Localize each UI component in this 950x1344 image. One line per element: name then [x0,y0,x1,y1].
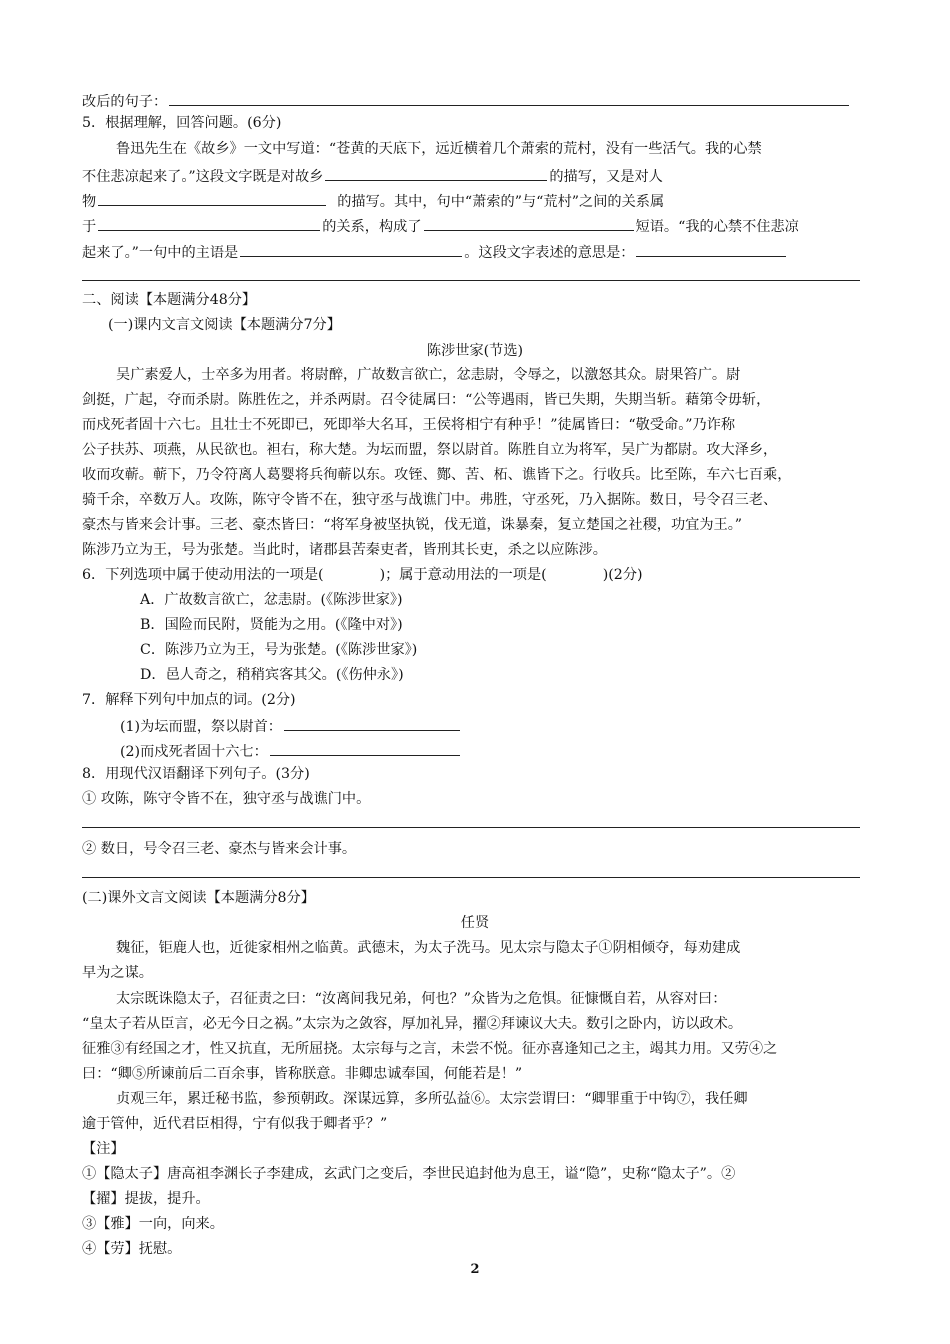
passage1-line: 豪杰与皆来会计事。三老、豪杰皆曰：“将军身被坚执锐，伐无道，诛暴秦，复立楚国之社稷，功宜为王。” [82,517,743,533]
q5-line3: 物 的描写。其中，句中“萧索的”与“荒村”之间的关系属 [82,189,664,212]
answer-blank[interactable] [325,164,547,181]
q6-option-a: A．广故数言欲亡，忿恚尉。(《陈涉世家》) [140,592,403,608]
passage1-line: 而戍死者固十六七。且壮士不死即已，死即举大名耳，王侯将相宁有种乎！”徒属皆曰：“敬受命。”乃诈称 [82,417,736,433]
q5-title: 5．根据理解，回答问题。(6分) [82,115,282,131]
note-item: ④【劳】抚慰。 [82,1241,182,1257]
q8-title: 8．用现代汉语翻译下列句子。(3分) [82,766,310,782]
answer-blank[interactable] [284,714,460,731]
answer-blank[interactable] [98,214,320,231]
passage1-title: 陈涉世家(节选) [426,343,524,359]
page-number: 2 [470,1262,480,1277]
part1-title: (一)课内文言文阅读【本题满分7分】 [108,317,341,333]
notes-title: 【注】 [82,1141,125,1157]
passage1-line: 骑千余，卒数万人。攻陈，陈守令皆不在，独守丞与战谯门中。弗胜，守丞死，乃入据陈。数日，号令召三老、 [82,492,778,508]
passage1-line: 吴广素爱人，士卒多为用者。将尉醉，广故数言欲亡，忿恚尉，令辱之，以激怒其众。尉果笞广。尉 [116,367,741,383]
passage2-title: 任贤 [460,915,490,931]
note-item: ①【隐太子】唐高祖李渊长子李建成，玄武门之变后，李世民追封他为息王，谥“隐”，史称“隐太子”。② [82,1166,736,1182]
q8-item2: ② 数日，号令召三老、豪杰与皆来会计事。 [82,841,357,857]
answer-blank[interactable] [98,189,326,206]
answer-blank[interactable] [240,240,462,257]
answer-blank[interactable] [424,214,634,231]
passage1-line: 剑挺，广起，夺而杀尉。陈胜佐之，并杀两尉。召令徒属曰：“公等遇雨，皆已失期，失期当斩。藉第令毋斩， [82,392,771,408]
passage2-line: 逾于管仲，近代君臣相得，宁有似我于卿者乎？” [82,1116,388,1132]
answer-line[interactable] [82,280,860,281]
part2-title: (二)课外文言文阅读【本题满分8分】 [82,890,315,906]
passage2-line: 曰：“卿⑤所谏前后二百余事，皆称朕意。非卿忠诚奉国，何能若是！” [82,1066,523,1082]
q5-line2: 不住悲凉起来了。”这段文字既是对故乡 的描写，又是对人 [82,164,663,187]
q6-option-c: C．陈涉乃立为王，号为张楚。(《陈涉世家》) [140,642,418,658]
passage1-line: 陈涉乃立为王，号为张楚。当此时，诸郡县苦秦吏者，皆刑其长吏，杀之以应陈涉。 [82,542,607,558]
answer-blank[interactable] [169,89,849,106]
q6-stem: 6．下列选项中属于使动用法的一项是( )；属于意动用法的一项是( )(2分) [82,567,643,583]
q5-line1: 鲁迅先生在《故乡》一文中写道：“苍黄的天底下，远近横着几个萧索的荒村，没有一些活气。我的心禁 [116,141,762,157]
note-item: 【擢】提拔，提升。 [82,1191,210,1207]
passage2-line: 太宗既诛隐太子，召征责之曰：“汝离间我兄弟，何也？”众皆为之危惧。征慷慨自若，从容对曰： [116,991,727,1007]
answer-line[interactable] [82,827,860,828]
passage2-line: “皇太子若从臣言，必无今日之祸。”太宗为之敛容，厚加礼异，擢②拜谏议大夫。数引之卧内，访以政术。 [82,1016,743,1032]
note-item: ③【雅】一向，向来。 [82,1216,224,1232]
q7-item1: (1)为坛而盟，祭以尉首： [120,714,462,737]
passage2-line: 魏征，钜鹿人也，近徙家相州之临黄。武德末，为太子洗马。见太宗与隐太子①阴相倾夺，每劝建成 [116,940,741,956]
q6-option-b: B．国险而民附，贤能为之用。(《隆中对》) [140,617,403,633]
revised-sentence-line [82,89,851,112]
revised-label: 改后的句子： [82,94,168,110]
q8-item1: ① 攻陈，陈守令皆不在，独守丞与战谯门中。 [82,791,371,807]
answer-blank[interactable] [270,739,460,756]
q6-option-d: D．邑人奇之，稍稍宾客其父。(《伤仲永》) [140,667,404,683]
section2-title: 二、阅读【本题满分48分】 [82,292,257,308]
answer-line[interactable] [82,877,860,878]
answer-blank[interactable] [636,240,786,257]
q7-title: 7．解释下列句中加点的词。(2分) [82,692,296,708]
q5-line4: 于 的关系，构成了 短语。“我的心禁不住悲凉 [82,214,799,237]
passage2-line: 贞观三年，累迁秘书监，参预朝政。深谋远算，多所弘益⑥。太宗尝谓曰：“卿罪重于中钩⑦，我任卿 [116,1091,748,1107]
passage2-line: 早为之谋。 [82,965,153,981]
passage1-line: 公子扶苏、项燕，从民欲也。袒右，称大楚。为坛而盟，祭以尉首。陈胜自立为将军，吴广为都尉。攻大泽乡， [82,442,778,458]
passage2-line: 征雅③有经国之才，性又抗直，无所屈挠。太宗每与之言，未尝不悦。征亦喜逢知己之主，竭其力用。又劳④之 [82,1041,778,1057]
passage1-line: 收而攻蕲。蕲下，乃令符离人葛婴将兵徇蕲以东。攻铚、酂、苦、柘、谯皆下之。行收兵。比至陈，车六七百乘， [82,467,792,483]
q5-line5: 起来了。”一句中的主语是 。这段文字表述的意思是： [82,240,788,263]
q7-item2: (2)而戍死者固十六七： [120,739,462,762]
